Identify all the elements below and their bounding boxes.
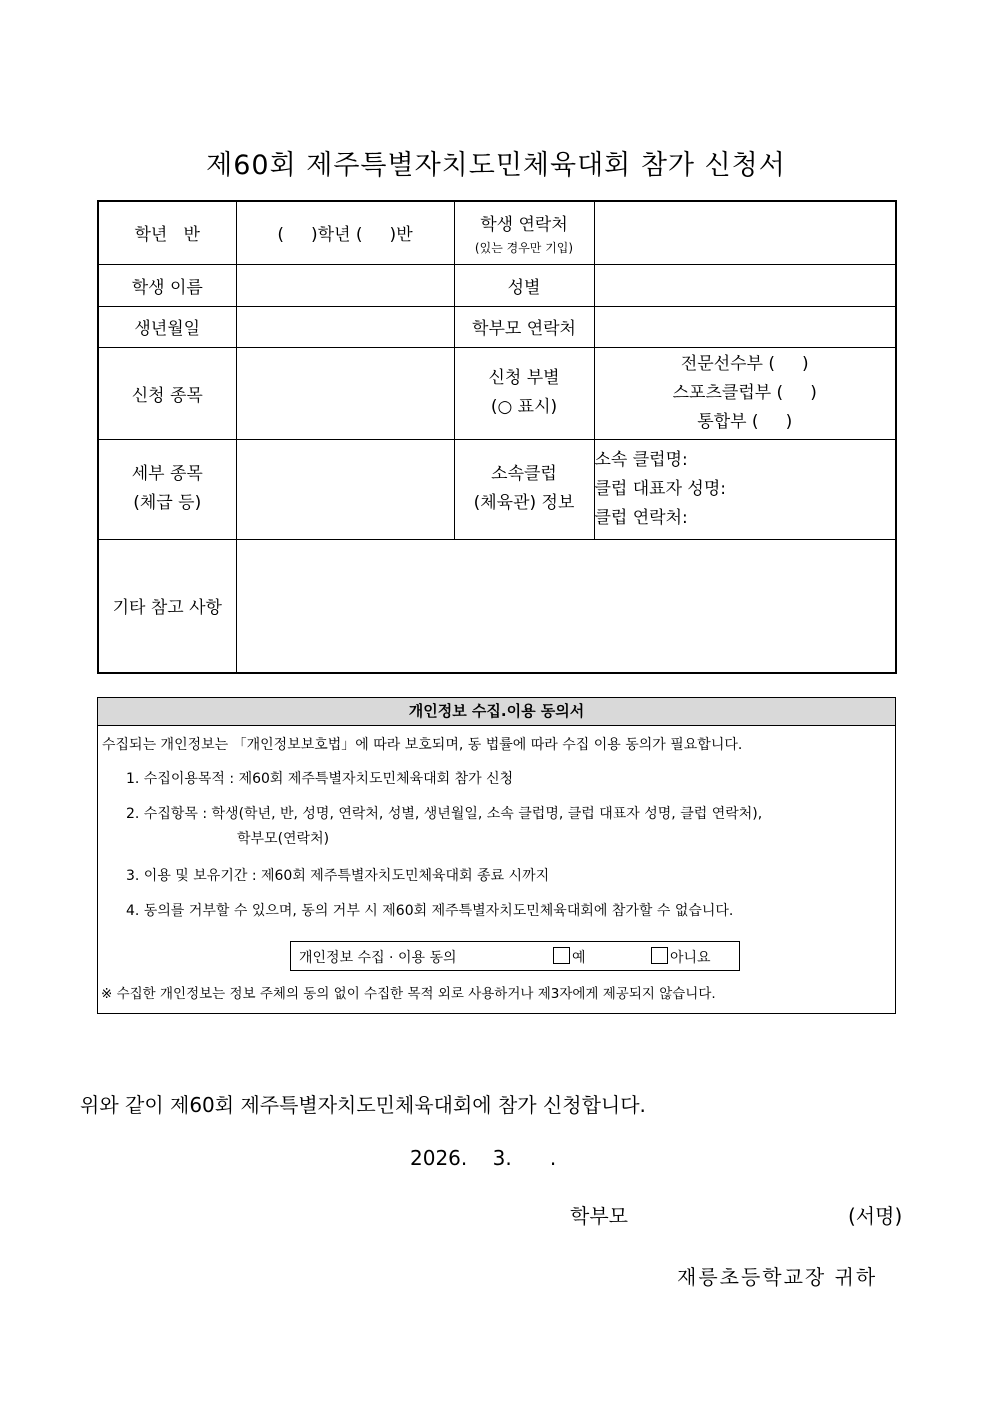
consent-item-fields: 2. 수집항목 : 학생(학년, 반, 성명, 연락처, 성별, 생년월일, 소속 클럽명, 클럽 대표자 성명, 클럽 연락처),	[126, 806, 763, 822]
division-option-club[interactable]: 스포츠클럽부 ( )	[672, 382, 817, 403]
club-representative-field[interactable]: 클럽 대표자 성명:	[594, 478, 726, 499]
student-contact-note: (있는 경우만 기입)	[474, 240, 574, 255]
other-notes-field[interactable]	[236, 539, 896, 673]
detail-event-label: 세부 종목	[131, 464, 203, 484]
student-name-field[interactable]	[236, 264, 454, 306]
parent-label: 학부모	[570, 1204, 628, 1228]
consent-item-purpose: 1. 수집이용목적 : 제60회 제주특별자치도민체육대회 참가 신청	[126, 771, 514, 787]
agree-yes-label: 예	[572, 950, 586, 966]
detail-event-label-cell	[98, 439, 236, 539]
consent-intro: 수집되는 개인정보는 「개인정보보호법」에 따라 보호되며, 동 법률에 따라 수집 이용 동의가 필요합니다.	[102, 737, 743, 753]
recipient: 재릉초등학교장 귀하	[677, 1265, 878, 1289]
club-note: (체육관) 정보	[473, 493, 575, 513]
closing-date: 2026. 3. .	[410, 1146, 557, 1170]
agree-label: 개인정보 수집 · 이용 동의	[299, 950, 457, 966]
signature-label: (서명)	[848, 1204, 903, 1228]
club-label-cell	[454, 439, 594, 539]
division-option-pro[interactable]: 전문선수부 ( )	[680, 353, 809, 374]
grade-class-field[interactable]: ( )학년 ( )반	[236, 201, 454, 264]
consent-item-refusal: 4. 동의를 거부할 수 있으며, 동의 거부 시 제60회 제주특별자치도민체육대회에 참가할 수 없습니다.	[126, 903, 734, 919]
division-note: (○ 표시)	[490, 397, 558, 417]
event-field[interactable]	[236, 347, 454, 439]
consent-item-retention: 3. 이용 및 보유기간 : 제60회 제주특별자치도민체육대회 종료 시까지	[126, 868, 550, 884]
agree-yes-checkbox[interactable]	[553, 947, 570, 964]
page-title: 제60회 제주특별자치도민체육대회 참가 신청서	[206, 150, 786, 181]
consent-item-fields-cont: 학부모(연락처)	[237, 831, 330, 847]
club-info-cell[interactable]	[594, 439, 896, 539]
consent-footnote: ※ 수집한 개인정보는 정보 주체의 동의 없이 수집한 목적 외로 사용하거나 제3자에게 제공되지 않습니다.	[101, 986, 716, 1002]
consent-agree-row	[290, 941, 740, 971]
consent-heading: 개인정보 수집.이용 동의서	[98, 698, 895, 726]
closing-statement: 위와 같이 제60회 제주특별자치도민체육대회에 참가 신청합니다.	[80, 1093, 646, 1117]
student-contact-field[interactable]	[594, 201, 896, 264]
grade-class-label: 학년 반	[98, 201, 236, 264]
detail-event-note: (체급 등)	[133, 493, 202, 513]
club-label: 소속클럽	[491, 464, 557, 484]
privacy-consent-box	[97, 697, 896, 1014]
parent-contact-label: 학부모 연락처	[454, 306, 594, 347]
division-options-cell[interactable]	[594, 347, 896, 439]
student-contact-label-cell	[454, 201, 594, 264]
student-name-label: 학생 이름	[98, 264, 236, 306]
agree-no-label: 아니요	[670, 950, 711, 966]
parent-contact-field[interactable]	[594, 306, 896, 347]
club-name-field[interactable]: 소속 클럽명:	[594, 449, 688, 470]
division-label: 신청 부별	[488, 368, 560, 388]
gender-field[interactable]	[594, 264, 896, 306]
gender-label: 성별	[454, 264, 594, 306]
birthdate-field[interactable]	[236, 306, 454, 347]
club-contact-field[interactable]: 클럽 연락처:	[594, 507, 688, 528]
other-notes-label: 기타 참고 사항	[98, 539, 236, 673]
detail-event-field[interactable]	[236, 439, 454, 539]
student-contact-label: 학생 연락처	[480, 214, 568, 235]
division-label-cell	[454, 347, 594, 439]
division-option-integrated[interactable]: 통합부 ( )	[697, 411, 793, 432]
birthdate-label: 생년월일	[98, 306, 236, 347]
application-form-table	[97, 200, 897, 674]
agree-no-checkbox[interactable]	[651, 947, 668, 964]
event-label: 신청 종목	[98, 347, 236, 439]
